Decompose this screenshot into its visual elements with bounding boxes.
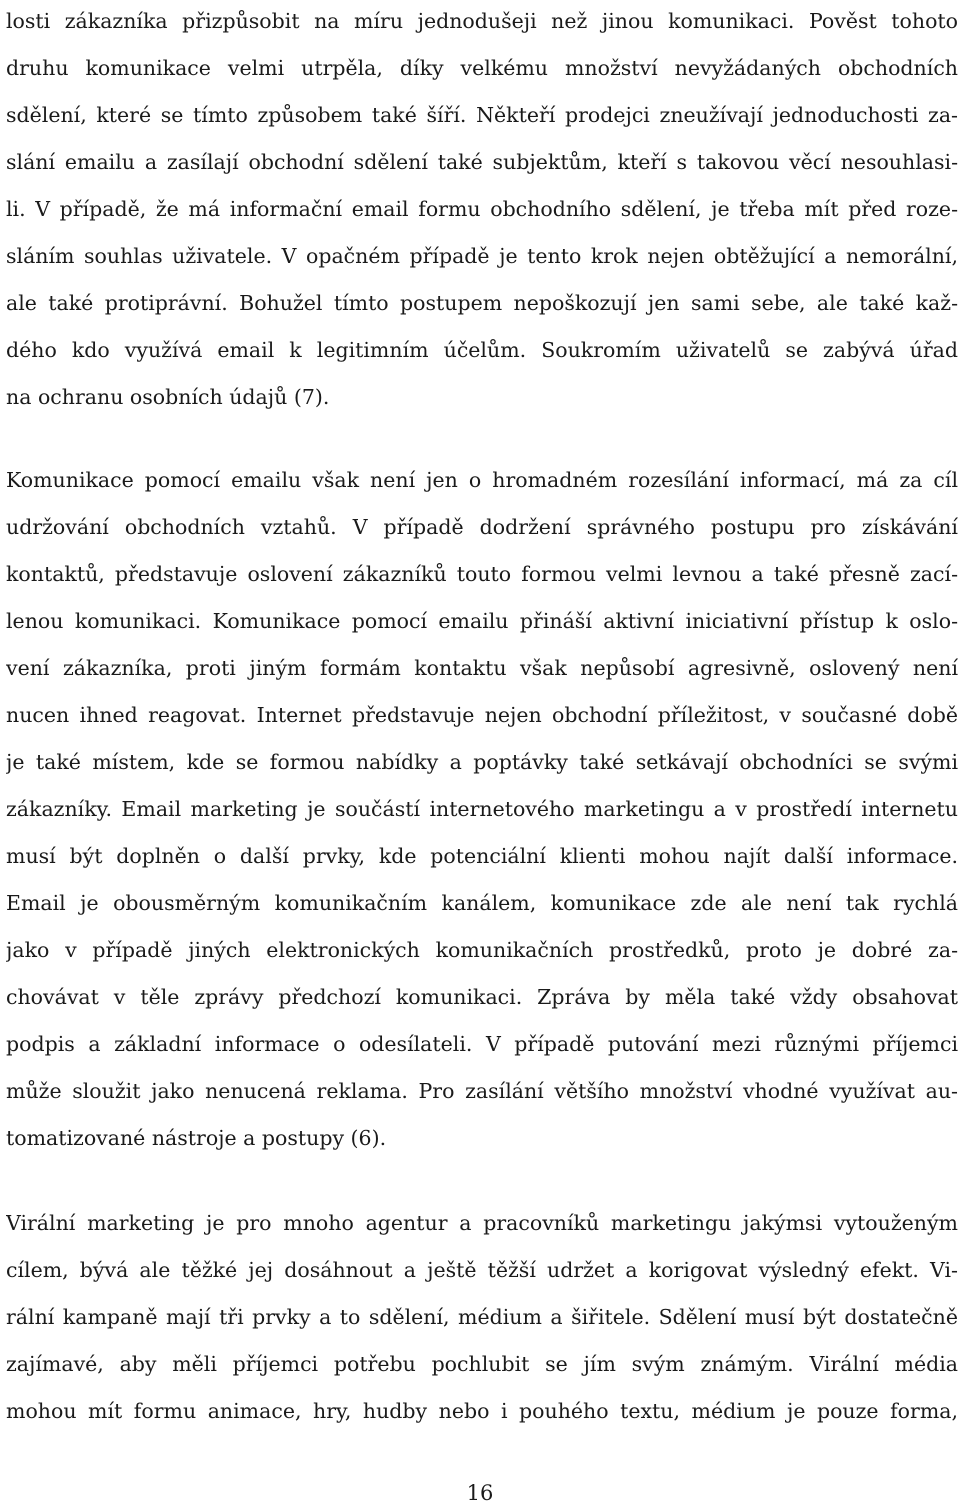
text-line: losti zákazníka přizpůsobit na míru jednodušeji než jinou komunikaci. Pověst tohoto bbox=[6, 9, 958, 33]
text-line: musí být doplněn o další prvky, kde potenciální klienti mohou najít další informace. bbox=[6, 844, 958, 868]
text-line: zákazníky. Email marketing je součástí internetového marketingu a v prostředí internetu bbox=[6, 797, 958, 821]
paragraph-2 bbox=[6, 457, 958, 1162]
paragraph-1 bbox=[6, 0, 958, 421]
text-line: ale také protiprávní. Bohužel tímto postupem nepoškozují jen sami sebe, ale také kaž- bbox=[6, 291, 958, 315]
page-number: 16 bbox=[466, 1481, 494, 1505]
text-line: sláním souhlas uživatele. V opačném případě je tento krok nejen obtěžující a nemorální, bbox=[6, 244, 958, 268]
text-line: může sloužit jako nenucená reklama. Pro zasílání většího množství vhodné využívat au- bbox=[6, 1079, 958, 1103]
text-line: druhu komunikace velmi utrpěla, díky velkému množství nevyžádaných obchodních bbox=[6, 56, 958, 80]
text-line: li. V případě, že má informační email formu obchodního sdělení, je třeba mít před roze- bbox=[6, 197, 958, 221]
paragraph-3 bbox=[6, 1200, 958, 1435]
text-line: zajímavé, aby měli příjemci potřebu pochlubit se jím svým známým. Virální média bbox=[6, 1352, 958, 1376]
text-line: je také místem, kde se formou nabídky a poptávky také setkávají obchodníci se svými bbox=[6, 750, 958, 774]
text-line: sdělení, které se tímto způsobem také šíří. Někteří prodejci zneužívají jednoduchosti za- bbox=[6, 103, 958, 127]
text-line: kontaktů, představuje oslovení zákazníků touto formou velmi levnou a také přesně zací- bbox=[6, 562, 958, 586]
text-line: mohou mít formu animace, hry, hudby nebo i pouhého textu, médium je pouze forma, bbox=[6, 1399, 958, 1423]
text-line: chovávat v těle zprávy předchozí komunikaci. Zpráva by měla také vždy obsahovat bbox=[6, 985, 958, 1009]
text-line: na ochranu osobních údajů (7). bbox=[6, 385, 330, 409]
text-line: cílem, bývá ale těžké jej dosáhnout a ještě těžší udržet a korigovat výsledný efekt. Vi- bbox=[6, 1258, 958, 1282]
text-line: nucen ihned reagovat. Internet představuje nejen obchodní příležitost, v současné době bbox=[6, 703, 958, 727]
text-line: podpis a základní informace o odesílateli. V případě putování mezi různými příjemci bbox=[6, 1032, 958, 1056]
text-line: rální kampaně mají tři prvky a to sdělení, médium a šiřitele. Sdělení musí být dostatečně bbox=[6, 1305, 958, 1329]
text-line: Virální marketing je pro mnoho agentur a pracovníků marketingu jakýmsi vytouženým bbox=[6, 1211, 958, 1235]
text-line: tomatizované nástroje a postupy (6). bbox=[6, 1126, 387, 1150]
text-line: udržování obchodních vztahů. V případě dodržení správného postupu pro získávání bbox=[6, 515, 958, 539]
text-line: dého kdo využívá email k legitimním účelům. Soukromím uživatelů se zabývá úřad bbox=[6, 338, 958, 362]
text-line: Komunikace pomocí emailu však není jen o hromadném rozesílání informací, má za cíl bbox=[6, 468, 958, 492]
text-line: vení zákazníka, proti jiným formám kontaktu však nepůsobí agresivně, oslovený není bbox=[6, 656, 958, 680]
text-line: lenou komunikaci. Komunikace pomocí emailu přináší aktivní iniciativní přístup k oslo- bbox=[6, 609, 958, 633]
text-line: Email je obousměrným komunikačním kanálem, komunikace zde ale není tak rychlá bbox=[6, 891, 958, 915]
text-line: slání emailu a zasílají obchodní sdělení také subjektům, kteří s takovou věcí nesouhlasi- bbox=[6, 150, 958, 174]
text-line: jako v případě jiných elektronických komunikačních prostředků, proto je dobré za- bbox=[6, 938, 958, 962]
